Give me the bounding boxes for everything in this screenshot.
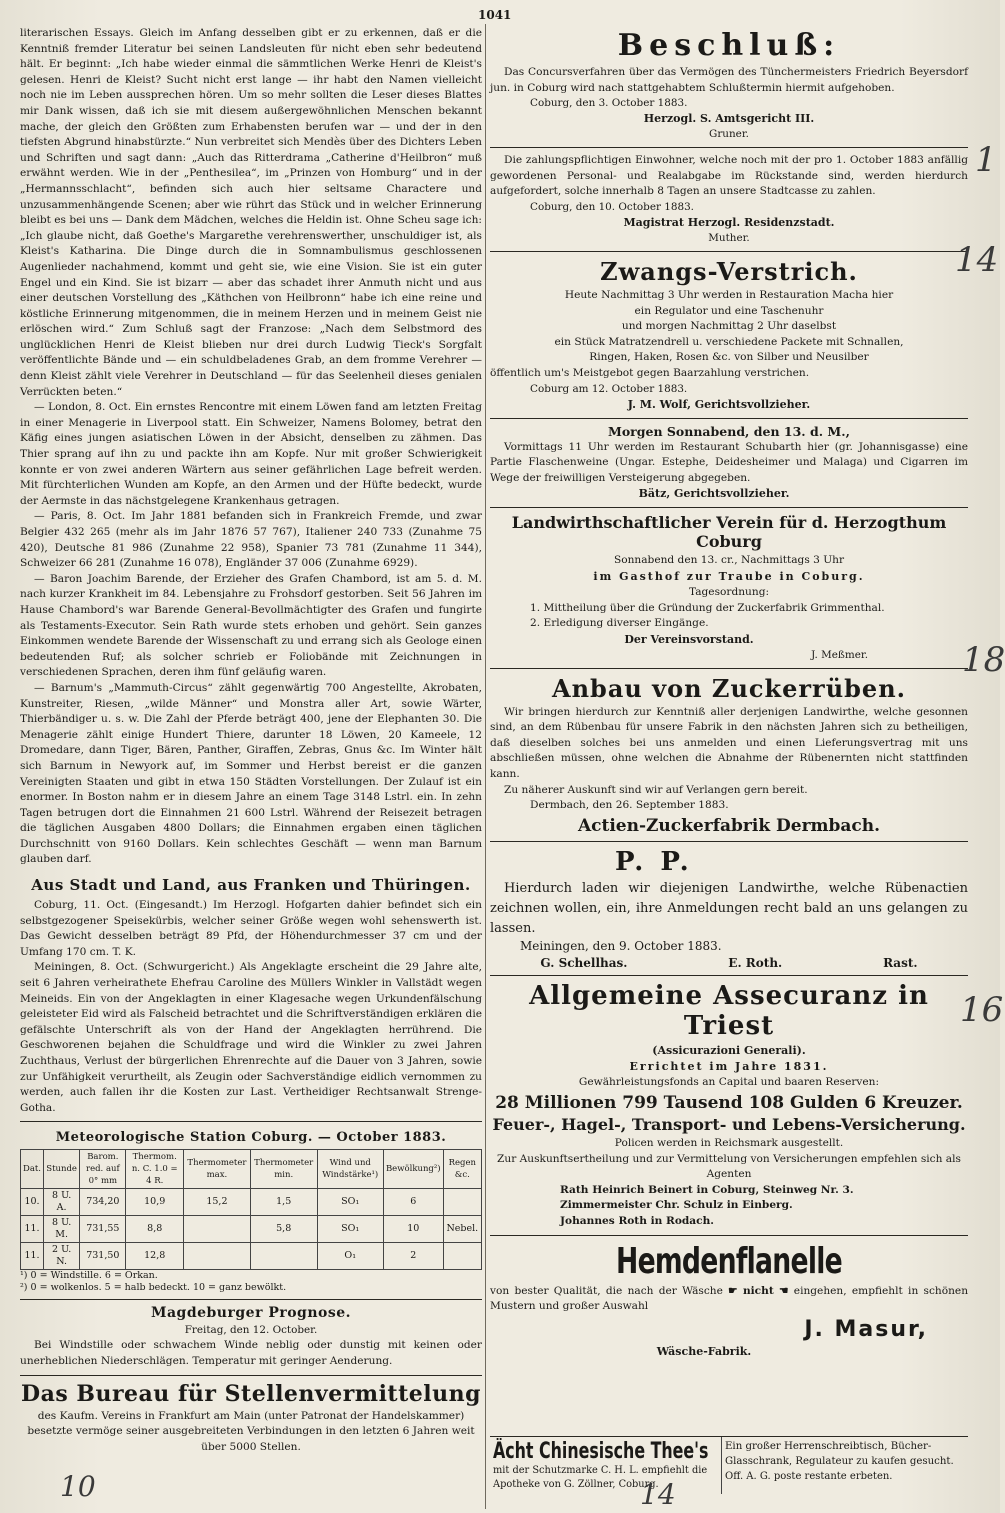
handwritten-note: 18 [962,640,1005,680]
table-cell [184,1243,251,1270]
table-cell: 1,5 [250,1189,317,1216]
weather-title: Meteorologische Station Coburg. — October 1883. [55,1130,447,1146]
hand-pointer-icon: ☛ [728,1284,738,1297]
pp-text: Hierdurch laden wir diejenigen Landwirthe, welche Rübenactien zeichnen wollen, ein, ihre Anmeldungen recht bald an uns gelangen zu lassen. [490,880,968,936]
zwangs-name: J. M. Wolf, Gerichtsvollzieher. [627,397,811,411]
beschluss-title: Beschluß: [617,28,841,63]
table-cell: 10 [383,1216,443,1243]
right-column [490,26,968,1513]
zwangs-line: öffentlich um's Meistgebot gegen Baarzahlung verstrichen. [490,366,810,379]
beschluss-date: Coburg, den 3. October 1883. [530,97,688,110]
divider [490,1235,968,1236]
pp-signature: Rast. [883,956,918,971]
barnum-news: — Barnum's „Mammuth-Circus“ zählt gegenwärtig 700 Angestellte, Akrobaten, Kunstreiter, Riesen, „wilde Männer“ und Monstra aller Art, sowie Wärter, Thierbändiger u. s. w. Die Zahl der Pferde beträgt 400, jene der Elephanten 30. Die Menagerie zählt einige Hundert Thiere, darunter 18 Löwen, 20 Kameele, 12 Dromedare, dann Tiger, Bären, Panther, Giraffen, Zebras, Gnus &c. Im Winter hält sich Barnum in Newyork auf, im Sommer und Herbst bereist er die ganzen Vereinigten Staaten und gibt in etwa 150 Städten Vorstellungen. Der Zulauf ist ein enormer. In Boston nahm er in diesem Jahre an einem Tage 3148 Lstrl. ein. In zehn Tagen betrugen dort die Einnahmen 21 600 Lstrl. Während der Reisezeit betragen die täglichen Ausgaben 4800 Dollars; die Einnahmen ergaben einen täglichen Durchschnitt von 9160 Dollars. Kein schlechtes Geschäft — wenn man Barnum glauben darf. [20,681,482,866]
prognose-title: Magdeburger Prognose. [150,1305,352,1322]
weather-header: Dat. [21,1150,44,1189]
pp-ad [490,847,968,971]
morgen-title: Morgen Sonnabend, den 13. d. M., [608,423,850,439]
hemd-text [490,1284,968,1315]
table-cell: SO₁ [317,1189,383,1216]
prognose-text: Bei Windstille oder schwachem Winde neblig oder dunstig mit keinen oder unerheblichen Niederschlägen. Temperatur mit geringer Aenderung. [20,1339,482,1367]
hemd-firm-sub: Wäsche-Fabrik. [656,1344,752,1358]
assecuranz-agent: Rath Heinrich Beinert in Coburg, Steinweg Nr. 3. [560,1183,854,1196]
steuer-name: Muther. [708,231,750,244]
meiningen-news: Meiningen, 8. Oct. (Schwurgericht.) Als Angeklagte erscheint die 29 Jahre alte, seit 6 Jahren verheirathete Ehefrau Caroline des Müllers Winkler in Vallstädt wegen Meineids. Ein von der Angeklagten in einer Klagesache wegen Urkundenfälschung geleisteter Eid wird als Falscheid betrachtet und die Schriftverständigen erklären die gefälschte Unterschrift als von der Hand der Angeklagten herrührend. Die Geschworenen bejahen die Schuldfrage und wird die Winkler zu zwei Jahren Zuchthaus, Verlust der bürgerlichen Ehrenrechte auf die Dauer von 3 Jahren, sowie zur Unfähigkeit verurtheilt, als Zeugin oder Sachverständige eidlich vernommen zu werden, auch fallen ihr die Kosten zur Last. Vertheidiger Rechtsanwalt Strenge-Gotha. [20,961,482,1114]
steuer-date: Coburg, den 10. October 1883. [530,200,694,213]
weather-header: Barom. red. auf 0° mm [80,1150,126,1189]
bottom-ads-row [490,1432,968,1494]
divider [490,975,968,976]
verein-item: 1. Mittheilung über die Gründung der Zuckerfabrik Grimmenthal. [530,601,885,614]
schreibtisch-ad [722,1437,968,1494]
anbau-title: Anbau von Zuckerrüben. [551,673,907,703]
verein-title: Landwirthschaftlicher Verein für d. Herzogthum Coburg [511,513,947,552]
assecuranz-agent: Zimmermeister Chr. Schulz in Einberg. [560,1199,793,1212]
anbau-more: Zu näherer Auskunft sind wir auf Verlangen gern bereit. [504,783,808,796]
steuer-office: Magistrat Herzogl. Residenzstadt. [623,215,835,229]
weather-header: Wind und Windstärke¹) [317,1150,383,1189]
weather-note: ¹) 0 = Windstille. 6 = Orkan. [20,1270,158,1282]
table-cell: 5,8 [250,1216,317,1243]
beschluss-ad [490,28,968,142]
assecuranz-sub: (Assicurazioni Generali). [652,1044,806,1058]
table-cell: 8 U. A. [44,1189,80,1216]
assecuranz-funds-line: Gewährleistungsfonds an Capital und baaren Reserven: [578,1076,880,1089]
zwangs-ad [490,257,968,413]
bureau-title: Das Bureau für Stellenvermittelung [21,1380,481,1407]
steuer-text: Die zahlungspflichtigen Einwohner, welche noch mit der pro 1. October 1883 anfällig gewordenen Personal- und Realabgabe im Rückstande sind, werden hierdurch aufgefordert, solche innerhalb 8 Tagen an unsere Stadtcasse zu zahlen. [490,154,968,198]
hemd-text-nicht: nicht [742,1284,774,1297]
schreibtisch-text: Ein großer Herrenschreibtisch, Bücher- Glasschrank, Regulateur zu kaufen gesucht. [725,1441,954,1467]
table-cell: 8 U. M. [44,1216,80,1243]
handwritten-note: 10 [60,1470,96,1503]
hemd-title: Hemdenflanelle [616,1240,842,1282]
table-cell: 731,55 [80,1216,126,1243]
table-cell: 11. [21,1216,44,1243]
thee-ad [490,1437,722,1494]
verein-item: 2. Erledigung diverser Eingänge. [530,617,709,630]
divider [20,1299,482,1300]
verein-sign: Der Vereinsvorstand. [624,632,754,646]
zwangs-line: ein Stück Matratzendrell u. verschiedene Packete mit Schnallen, [554,335,904,348]
left-column [20,26,482,1513]
pp-signatures [490,956,968,970]
table-cell [443,1189,481,1216]
handwritten-note: 16 [960,990,1004,1030]
assecuranz-info: Zur Auskunftsertheilung und zur Vermittelung von Versicherungen empfehlen sich als Agenten [497,1152,961,1181]
table-cell: 731,50 [80,1243,126,1270]
table-cell: 12,8 [126,1243,184,1270]
coburg-news: Coburg, 11. Oct. (Eingesandt.) Im Herzogl. Hofgarten dahier befindet sich ein selbstgezogener Speisekürbis, welcher seiner Größe wegen wohl sehenswerth ist. Das Gewicht desselben beträgt 89 Pfd, der Höhendurchmesser 37 cm und der Umfang 170 cm. T. K. [20,899,482,958]
table-cell: 10,9 [126,1189,184,1216]
handwritten-note: 14 [640,1478,676,1511]
assecuranz-founded: Errichtet im Jahre 1831. [629,1060,829,1074]
weather-header: Bewölkung²) [383,1150,443,1189]
paris-news: — Paris, 8. Oct. Im Jahr 1881 befanden sich in Frankreich Fremde, und zwar Belgier 432 265 (mehr als im Jahr 1876 57 767), Italiener 240 733 (Zunahme 75 420), Deutsche 81 986 (Zunahme 22 958), Spanier 73 781 (Zunahme 11 344), Schweizer 66 281 (Zunahme 16 078), Engländer 37 006 (Zunahme 6929). [20,510,482,570]
london-news: — London, 8. Oct. Ein ernstes Rencontre mit einem Löwen fand am letzten Freitag in einer Menagerie in Liverpool statt. Ein Schweizer, Namens Bolomey, betrat den Käfig eines jungen asiatischen Löwen in der Absicht, denselben zu zähmen. Das Thier sprang auf ihn zu und packte ihn am Kopfe. Nur mit großer Schwierigkeit konnte er von zwei anderen Wärtern aus seiner gefährlichen Lage befreit werden. Mit fürchterlichen Wunden am Kopfe, an den Armen und der Hüfte bedeckt, wurde der Aermste in das nächstgelegene Krankenhaus getragen. [20,401,482,507]
divider [490,147,968,148]
pp-signature: G. Schellhas. [540,956,628,971]
morgen-ad [490,424,968,503]
steuer-ad [490,153,968,246]
weather-header: Stunde [44,1150,80,1189]
table-cell [184,1216,251,1243]
hemd-text-1: von bester Qualität, die nach der Wäsche [490,1284,723,1297]
beschluss-name: Gruner. [709,128,749,141]
table-cell [443,1243,481,1270]
thee-text: mit der Schutzmarke C. H. L. empfiehlt die Apotheke von G. Zöllner, Coburg. [493,1465,708,1490]
divider [490,507,968,508]
pp-date: Meiningen, den 9. October 1883. [520,938,722,953]
weather-note: ²) 0 = wolkenlos. 5 = halb bedeckt. 10 = ganz bewölkt. [20,1282,287,1294]
verein-place: im Gasthof zur Traube in Coburg. [593,569,865,583]
table-cell: 734,20 [80,1189,126,1216]
table-cell: 11. [21,1243,44,1270]
divider [490,668,968,669]
divider [490,841,968,842]
zwangs-title: Zwangs-Verstrich. [600,256,858,286]
table-cell: 6 [383,1189,443,1216]
local-section-heading: Aus Stadt und Land, aus Franken und Thüringen. [31,876,471,895]
weather-table [20,1149,482,1270]
divider [20,1375,482,1376]
zwangs-date: Coburg am 12. October 1883. [530,382,688,395]
assecuranz-amount: 28 Millionen 799 Tausend 108 Gulden 6 Kreuzer. [495,1093,963,1114]
morgen-name: Bätz, Gerichtsvollzieher. [638,487,790,501]
table-cell: 8,8 [126,1216,184,1243]
weather-header: Thermometer max. [184,1150,251,1189]
weather-header: Thermom. n. C. 1.0 = 4 R. [126,1150,184,1189]
hemd-ad [490,1241,968,1360]
zwangs-line: ein Regulator und eine Taschenuhr [634,304,824,317]
zwangs-line: und morgen Nachmittag 2 Uhr daselbst [621,320,837,333]
assecuranz-policy: Policen werden in Reichsmark ausgestellt. [614,1137,844,1150]
table-row [21,1216,482,1243]
handwritten-note: 1 [975,140,997,180]
table-row [21,1243,482,1270]
table-cell: Nebel. [443,1216,481,1243]
verein-agenda-head: Tagesordnung: [688,585,770,598]
weather-header: Regen &c. [443,1150,481,1189]
assecuranz-ad [490,981,968,1229]
assecuranz-title: Allgemeine Assecuranz in Triest [529,981,929,1042]
barende-news: — Baron Joachim Barende, der Erzieher des Grafen Chambord, ist am 5. d. M. nach kurzer Krankheit im 84. Lebensjahre zu Frohsdorf gestorben. Seit 56 Jahren im Hause Chambord's war Barende General-Bevollmächtigter des Grafen und fungirte als Testaments-Executor. Sein Rath wurde stets erhoben und gehört. Sein ganzes Einkommen wendete Barende der Wissenschaft zu und errang sich als Geologe einen bedeutenden Ruf; als solcher schrieb er Foliobände mit Zeichnungen in verschiedenen Sprachen, deren ihm fünf geläufig waren. [20,572,482,679]
pp-title: P. P. [615,846,693,877]
table-cell: O₁ [317,1243,383,1270]
verein-name: J. Meßmer. [811,648,868,661]
anbau-ad [490,674,968,836]
table-cell: SO₁ [317,1216,383,1243]
verein-ad [490,513,968,662]
anbau-text: Wir bringen hierdurch zur Kenntniß aller derjenigen Landwirthe, welche gesonnen sind, an dem Rübenbau für unsere Fabrik in den nächsten Jahren sich zu betheiligen, daß dieselben solches bei uns anmelden und einen Lieferungsvertrag mit uns abschließen müssen, ohne welchen die Abnahme der Rübenernten nicht stattfinden kann. [490,705,968,781]
morgen-text: Vormittags 11 Uhr werden im Restaurant Schubarth hier (gr. Johannisgasse) eine Partie Flaschenweine (Ungar. Estephe, Deidesheimer und Malaga) und Cigarren im Wege der freiwilligen Versteigerung abgegeben. [490,440,968,484]
schreibtisch-offer: Off. A. G. poste restante erbeten. [725,1471,893,1482]
table-row [21,1189,482,1216]
column-divider [485,24,486,1509]
weather-header: Thermometer min. [250,1150,317,1189]
handwritten-note: 14 [955,240,999,280]
zwangs-line: Heute Nachmittag 3 Uhr werden in Restauration Macha hier [564,288,894,301]
table-cell: 10. [21,1189,44,1216]
table-cell [250,1243,317,1270]
table-cell: 2 [383,1243,443,1270]
verein-date: Sonnabend den 13. cr., Nachmittags 3 Uhr [613,554,845,567]
hemd-text-2: eingehen, empfiehlt in schönen Mustern und großer Auswahl [490,1284,969,1313]
prognose-date: Freitag, den 12. October. [184,1324,318,1337]
beschluss-text: Das Concursverfahren über das Vermögen des Tünchermeisters Friedrich Beyersdorf jun. in Coburg wird nach stattgehabtem Schlußtermin hiermit aufgehoben. [490,66,968,94]
beschluss-court: Herzogl. S. Amtsgericht III. [643,112,815,126]
hemd-firm: J. Masur, [804,1316,928,1342]
anbau-date: Dermbach, den 26. September 1883. [530,799,729,812]
divider [490,251,968,252]
assecuranz-agent: Johannes Roth in Rodach. [560,1215,714,1227]
bottom-ads [490,1436,968,1494]
anbau-firm: Actien-Zuckerfabrik Dermbach. [577,815,881,836]
hand-pointer-icon: ☚ [779,1284,789,1297]
essay-paragraph: literarischen Essays. Gleich im Anfang desselben gibt er zu erkennen, daß er die Kenntniß fremder Literatur bei seinen Landsleuten für nicht eben sehr bedeutend hält. Er beginnt: „Ich habe wieder einmal die sämmtlichen Werke Henri de Kleist's gelesen. Henri de Kleist? Sucht nicht erst lange — ihr habt den Namen vielleicht noch nie im Leben aussprechen hören. Um so mehr sollten die Leser dieses Blattes mir Dank wissen, daß ich sie mit diesem außergewöhnlichen Menschen bekannt mache, der gleich den Größten zum Erhabensten berufen war — und der in den tiefsten Abgrund hinabstürzte.“ Nun verbreitet sich Mendès über des Dichters Leben und Schriften und sagt dann: „Auch das Ritterdrama „Catherine d'Heilbron“ muß erwähnt werden. Wie in der „Penthesilea“, im „Prinzen von Homburg“ und in der „Hermannsschlacht“, befinden sich auch hier seltsame Charactere und unzusammenhängende Scenen; aber wie rührt das Stück und in welcher Erinnerung bleibt es bei uns — Dank dem Mädchen, welches die Heldin ist. Ohne Scheu sage ich: „Ich glaube nicht, daß Goethe's Margarethe verehrenswerther, unschuldiger ist, als Kleist's Katharina. Die Dinge durch die in Somnambulismus geschlossenen Augenlieder nachahmend, kommt und geht sie, wie eine Vision. Sie ist ein guter Engel und ein Kind. Sie ist bizarr — aber das schadet ihrer Anmuth nicht und aus einer deutschen Vorstellung des „Käthchen von Heilbronn“ habe ich eine reine und köstliche Erinnerung mitgenommen, die in meinem Herzen und in meinem Geist nie erlöschen wird.“ Zum Schluß sagt der Franzose: „Nach dem Selbstmord des unglücklichen Henri de Kleist blieben nur drei durch Ludwig Tieck's Sorgfalt veröffentlichte Bände und — ein schuldbeladenes Grab, an dem fromme Verehrer — denn Kleist zählt viele Verehrer in Deutschland — für das Seelenheil dieses genialen Verrückten beten.“ [20,27,482,398]
table-cell: 15,2 [184,1189,251,1216]
divider [20,1121,482,1122]
page-number: 1041 [478,8,512,22]
divider [490,418,968,419]
bureau-text: des Kaufm. Vereins in Frankfurt am Main (unter Patronat der Handelskammer) besetzte vermöge seiner ausgebreiteten Verbindungen in den letzten 6 Jahren weit über 5000 Stellen. [27,1409,475,1453]
table-cell: 2 U. N. [44,1243,80,1270]
thee-title: Ächt Chinesische Thee's [493,1439,709,1464]
zwangs-line: Ringen, Haken, Rosen &c. von Silber und Neusilber [589,351,869,364]
assecuranz-types: Feuer-, Hagel-, Transport- und Lebens-Versicherung. [492,1115,966,1135]
pp-signature: E. Roth. [728,956,783,971]
